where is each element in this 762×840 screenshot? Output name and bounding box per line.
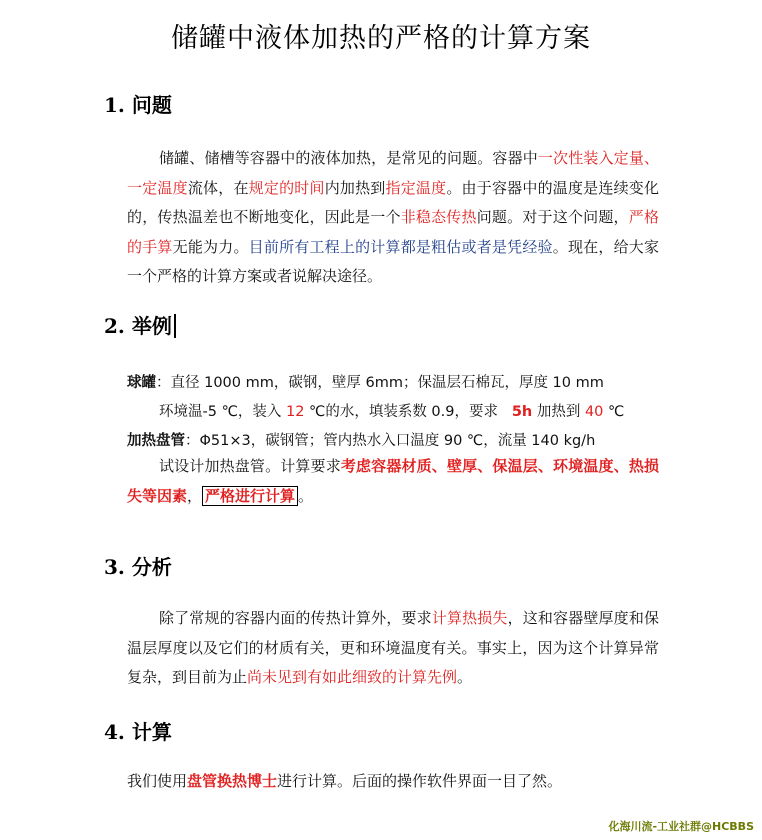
problem-paragraph bbox=[127, 144, 659, 292]
requirement-paragraph bbox=[127, 452, 659, 511]
coil-label: 加热盘管 bbox=[127, 433, 185, 449]
problem-text-5: 问题。对于这个问题， bbox=[476, 208, 629, 226]
section-heading-calc: 4. 计算 bbox=[104, 720, 172, 744]
section-heading-problem: 1. 问题 bbox=[104, 93, 172, 117]
problem-highlight-4: 非稳态传热 bbox=[400, 208, 477, 226]
coil-spec: ：Φ51×3，碳钢管；管内热水入口温度 90 ℃，流量 140 kg/h bbox=[185, 433, 596, 449]
problem-text-4: 。由于容器中的温度是连续变化的，传热温差也不断地变化，因此是一个 bbox=[127, 178, 659, 226]
coil-spec-line bbox=[127, 429, 595, 450]
analysis-highlight-1: 计算热损失 bbox=[431, 609, 508, 627]
env-text-b: ℃的水，填装系数 0.9，要求 bbox=[304, 404, 498, 420]
calc-text-a: 我们使用 bbox=[127, 772, 188, 790]
section-heading-analysis: 3. 分析 bbox=[104, 555, 172, 579]
analysis-paragraph bbox=[127, 604, 659, 693]
problem-highlight-5: 严格的手算 bbox=[127, 208, 659, 256]
env-text-c: 加热到 bbox=[532, 404, 585, 420]
requirement-text: 试设计加热盘管。计算要求 bbox=[159, 457, 341, 475]
problem-text-2: 流体，在 bbox=[187, 178, 249, 197]
problem-emphasis: 目前所有工程上的计算都是粗估或者是凭经验 bbox=[248, 237, 553, 256]
calc-paragraph bbox=[127, 767, 659, 797]
environment-line bbox=[159, 400, 624, 421]
problem-text-6: 无能为力。 bbox=[172, 237, 249, 256]
strict-calc-box: 严格进行计算 bbox=[202, 486, 298, 506]
analysis-highlight-2: 尚未见到有如此细致的计算先例 bbox=[247, 668, 458, 686]
software-name: 盘管换热博士 bbox=[187, 772, 278, 790]
problem-text-1: 储罐、储槽等容器中的液体加热，是常见的问题。容器中 bbox=[159, 149, 538, 167]
problem-highlight-2: 规定的时间 bbox=[248, 178, 325, 197]
requirement-highlight: 考虑容器材质、壁厚、保温层、环境温度、热损失等因素 bbox=[127, 457, 659, 505]
env-heating-time: 5h bbox=[511, 404, 533, 420]
watermark: 化海川流-工业社群@HCBBS bbox=[608, 820, 754, 833]
env-text-d: ℃ bbox=[603, 404, 625, 420]
problem-highlight-1: 一次性装入定量、一定温度 bbox=[127, 149, 659, 197]
requirement-comma: ， bbox=[187, 486, 203, 505]
analysis-text-2: ，这和容器壁厚度和保温层厚度以及它们的材质有关，更和环境温度有关。事实上，因为这个计算异常复杂，到目前为止 bbox=[127, 609, 659, 686]
env-start-temp: 12 bbox=[285, 404, 305, 420]
calc-text-c: 进行计算。后面的操作软件界面一目了然。 bbox=[277, 772, 563, 790]
env-target-temp: 40 bbox=[584, 404, 604, 420]
problem-highlight-3: 指定温度 bbox=[385, 178, 447, 197]
problem-text-7: 。现在，给大家一个严格的计算方案或者说解决途径。 bbox=[127, 237, 659, 285]
section-heading-example bbox=[104, 310, 176, 339]
requirement-end: 。 bbox=[298, 486, 314, 505]
analysis-text-1: 除了常规的容器内面的传热计算外，要求 bbox=[159, 609, 432, 627]
problem-text-3: 内加热到 bbox=[324, 178, 386, 197]
tank-spec-line bbox=[127, 371, 604, 392]
page-title: 储罐中液体加热的严格的计算方案 bbox=[171, 23, 591, 54]
section-heading-example-text: 2. 举例 bbox=[104, 314, 172, 338]
tank-spec: ：直径 1000 mm，碳钢，壁厚 6mm；保温层石棉瓦，厚度 10 mm bbox=[156, 375, 604, 391]
env-text-a: 环境温-5 ℃，装入 bbox=[159, 404, 286, 420]
analysis-text-3: 。 bbox=[457, 668, 473, 686]
text-cursor bbox=[174, 314, 176, 338]
tank-label: 球罐 bbox=[127, 375, 156, 391]
